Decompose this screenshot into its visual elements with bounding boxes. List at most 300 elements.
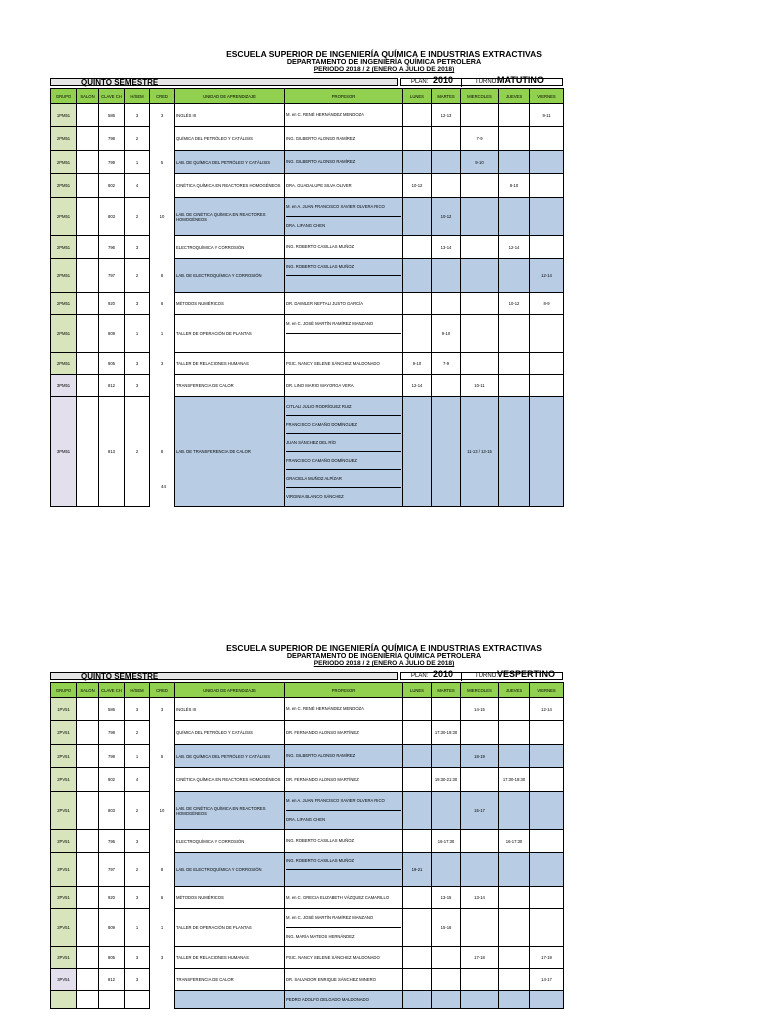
day-lu-cell [403,293,432,315]
professor-name [286,276,401,292]
credits-cell: 5 [150,745,175,768]
credits-cell: 6 [150,293,175,315]
day-mi-cell: 7-9 [461,127,499,151]
group-cell: 2PM51 [51,151,77,174]
group-cell: 2PV51 [51,768,77,792]
course-cell: LAB. DE QUÍMICA DEL PETRÓLEO Y CATÁLISIS [175,745,285,768]
day-lu-cell [403,698,432,721]
hours-cell: 4 [125,768,150,792]
professor-cell [285,887,403,909]
group-cell: 2PV51 [51,721,77,745]
room-cell [77,991,99,1009]
schedule-table [50,88,564,507]
credits-cell: 8 [150,853,175,887]
room-cell [77,792,99,830]
credits-cell: 3 [150,104,175,127]
key-cell: 805 [99,353,125,375]
group-cell: 2PM51 [51,353,77,375]
column-header: MIERCOLES [461,683,499,698]
table-row [51,853,564,887]
credits-cell: 8 [150,259,175,293]
group-cell: 2PV51 [51,909,77,947]
group-cell: 3PM51 [51,375,77,397]
professor-name: DR. DAIMLER NEFTALI JUSTO GARCÍA [286,301,364,306]
room-cell [77,830,99,853]
column-header: CRED [150,683,175,698]
day-ju-cell [499,745,530,768]
professor-cell [285,375,403,397]
credits-cell [150,768,175,792]
course-cell: ELECTROQUÍMICA Y CORROSIÓN [175,830,285,853]
room-cell [77,127,99,151]
professor-name: M. en A. JUAN FRANCISCO XAVIER OLVERA RICO [286,198,401,217]
day-ju-cell [499,151,530,174]
room-cell [77,887,99,909]
course-cell: TALLER DE RELACIONES HUMANAS [175,947,285,969]
day-ju-cell [499,397,530,507]
day-ma-cell [432,259,461,293]
day-ju-cell [499,315,530,353]
day-mi-cell [461,174,499,198]
key-cell: 920 [99,293,125,315]
column-header: GRUPO [51,89,77,104]
column-header: LUNES [403,683,432,698]
professor-name: CITLALI JULIO RODRÍGUEZ RUIZ [286,398,401,416]
plan-divider [461,79,462,87]
day-ma-cell [432,375,461,397]
plan-label: PLAN: [411,79,429,85]
credits-cell: 5 [150,151,175,174]
day-mi-cell [461,198,499,236]
professor-cell [285,293,403,315]
day-ma-cell [432,991,461,1009]
day-lu-cell [403,104,432,127]
key-cell: 803 [99,792,125,830]
column-header: GRUPO [51,683,77,698]
key-cell: 812 [99,969,125,991]
table-row [51,887,564,909]
course-cell: CINÉTICA QUÍMICA EN REACTORES HOMOGÉNEOS [175,768,285,792]
professor-name: DR. SALVADOR ENRIQUE SÁNCHEZ MINERO [286,977,376,982]
hours-cell: 3 [125,947,150,969]
professor-name: DR. FERNANDO ALONSO MARTÍNEZ [286,730,359,735]
day-ma-cell [432,127,461,151]
day-mi-cell [461,315,499,353]
table-row [51,830,564,853]
course-cell: MÉTODOS NUMÉRICOS [175,293,285,315]
professor-cell [285,397,403,507]
key-cell: 920 [99,887,125,909]
day-ma-cell: 9-10 [432,315,461,353]
hours-cell: 3 [125,353,150,375]
day-ju-cell [499,698,530,721]
professor-name: M. en C. RENÉ HERNÁNDEZ MENDOZA [286,112,364,117]
key-cell: 803 [99,198,125,236]
day-ma-cell: 15-16 [432,909,461,947]
plan-row [0,670,768,682]
column-header: SALON [77,89,99,104]
hours-cell: 1 [125,315,150,353]
professor-cell [285,853,403,887]
course-cell: ELECTROQUÍMICA Y CORROSIÓN [175,236,285,259]
day-ju-cell: 16-17:30 [499,830,530,853]
day-vi-cell [530,768,564,792]
day-ju-cell [499,909,530,947]
day-mi-cell: 11-13 / 13-15 [461,397,499,507]
hours-cell: 3 [125,293,150,315]
day-mi-cell [461,259,499,293]
professor-cell [285,792,403,830]
column-header: PROFESOR [285,683,403,698]
professor-cell [285,151,403,174]
day-lu-cell [403,991,432,1009]
column-header: PROFESOR [285,89,403,104]
day-ma-cell [432,397,461,507]
group-cell: 3PM51 [51,397,77,507]
room-cell [77,259,99,293]
course-cell: TALLER DE RELACIONES HUMANAS [175,353,285,375]
professor-cell [285,198,403,236]
room-cell [77,397,99,507]
day-ma-cell [432,947,461,969]
group-cell: 2PM51 [51,127,77,151]
hours-cell: 1 [125,745,150,768]
professor-name: ING. GILBERTO ALONSO RAMÍREZ [286,136,356,141]
column-header: CLAVE CH [99,683,125,698]
day-vi-cell [530,721,564,745]
course-cell: LAB. DE ELECTROQUÍMICA Y CORROSIÓN [175,259,285,293]
header-row [51,683,564,698]
professor-name: M. en C. JOSÉ MARTÍN RAMÍREZ MANZANO [286,315,401,334]
credits-cell: 10 [150,198,175,236]
professor-name: FRANCISCO CAMAÑO DOMÍNGUEZ [286,416,401,434]
group-cell: 2PV51 [51,830,77,853]
hours-cell: 3 [125,375,150,397]
table-row [51,293,564,315]
schedule-sheet-vespertino [0,644,768,1009]
professor-name: FRANCISCO CAMAÑO DOMÍNGUEZ [286,452,401,470]
credits-cell [150,174,175,198]
professor-cell [285,768,403,792]
professor-name: ING. ROBERTO CASILLAS MUÑOZ [286,853,401,870]
professor-name: DR. LINO MARIO MAYORGA VERA [286,383,354,388]
day-ju-cell [499,104,530,127]
table-row [51,174,564,198]
course-cell: QUÍMICA DEL PETRÓLEO Y CATÁLISIS [175,127,285,151]
day-vi-cell [530,745,564,768]
course-cell: CINÉTICA QUÍMICA EN REACTORES HOMOGÉNEOS [175,174,285,198]
day-mi-cell [461,768,499,792]
room-cell [77,947,99,969]
key-cell: 809 [99,909,125,947]
course-cell: TRANSFERENCIA DE CALOR [175,969,285,991]
group-cell: 2PM51 [51,198,77,236]
professor-name: DRA. LIFANG CHEN [286,223,326,228]
day-vi-cell [530,315,564,353]
day-ma-cell [432,745,461,768]
professor-name: ING. ROBERTO CASILLAS MUÑOZ [286,259,401,276]
key-cell: 809 [99,315,125,353]
professor-cell [285,969,403,991]
hours-cell: 3 [125,698,150,721]
course-cell [175,991,285,1009]
day-lu-cell [403,397,432,507]
day-vi-cell [530,792,564,830]
day-ju-cell: 12-14 [499,236,530,259]
day-vi-cell [530,151,564,174]
day-vi-cell [530,853,564,887]
professor-name: PSIC. NANCY SELENE SÁNCHEZ MALDONADO [286,361,380,366]
plan-box [400,75,563,86]
room-cell [77,353,99,375]
hours-cell: 2 [125,853,150,887]
professor-name: ING. GILBERTO ALONSO RAMÍREZ [286,159,356,164]
table-row [51,721,564,745]
turno-label: TURNO: [475,673,498,679]
credits-cell: 3 [150,698,175,721]
hours-cell: 2 [125,792,150,830]
day-mi-cell: 14-15 [461,698,499,721]
column-header: CRED [150,89,175,104]
professor-name [286,334,401,352]
table-row [51,768,564,792]
day-lu-cell [403,969,432,991]
day-lu-cell [403,315,432,353]
hours-cell: 4 [125,174,150,198]
key-cell: 798 [99,127,125,151]
hours-cell: 2 [125,259,150,293]
group-cell: 2PM51 [51,236,77,259]
course-cell: QUÍMICA DEL PETRÓLEO Y CATÁLISIS [175,721,285,745]
day-lu-cell [403,909,432,947]
room-cell [77,745,99,768]
schedule-table [50,682,564,1009]
key-cell: 586 [99,698,125,721]
key-cell: 805 [99,947,125,969]
course-cell: LAB. DE CINÉTICA QUÍMICA EN REACTORES HOMOGÉNEOS [175,198,285,236]
professor-cell [285,236,403,259]
plan-value: 2010 [433,669,454,679]
day-vi-cell [530,198,564,236]
day-lu-cell: 10-12 [403,174,432,198]
day-vi-cell: 12-14 [530,698,564,721]
professor-name: PSIC. NANCY SELENE SÁNCHEZ MALDONADO [286,955,380,960]
professor-name: M. en C. RENÉ HERNÁNDEZ MENDOZA [286,706,364,711]
day-lu-cell: 19-21 [403,853,432,887]
professor-name: ING. ROBERTO CASILLAS MUÑOZ [286,838,355,843]
day-vi-cell: 14-17 [530,969,564,991]
professor-name: DRA. GUADALUPE SILVA OLIVER [286,183,352,188]
credits-cell: 1 [150,315,175,353]
table-row [51,315,564,353]
day-vi-cell: 17-19 [530,947,564,969]
day-lu-cell [403,151,432,174]
group-cell: 2PM51 [51,174,77,198]
day-mi-cell: 9-10 [461,151,499,174]
professor-name: GRACIELA MUÑOZ ALPÍZAR [286,470,401,488]
semester-label: QUINTO SEMESTRE [50,78,398,86]
credits-cell [150,375,175,397]
table-row [51,991,564,1009]
professor-name: VIRGINIA BLANCO SÁNCHEZ [286,494,344,499]
column-header: CLAVE CH [99,89,125,104]
day-vi-cell [530,174,564,198]
day-ju-cell [499,991,530,1009]
credits-cell: 8 [150,397,175,507]
group-cell: 2PM51 [51,293,77,315]
column-header: UNIDAD DE APRENDIZAJE [175,683,285,698]
day-lu-cell [403,198,432,236]
day-ju-cell: 8-10 [499,174,530,198]
day-vi-cell [530,236,564,259]
day-vi-cell [530,830,564,853]
day-lu-cell [403,887,432,909]
day-ju-cell [499,792,530,830]
key-cell: 799 [99,745,125,768]
day-ma-cell: 7-9 [432,353,461,375]
course-cell: MÉTODOS NUMÉRICOS [175,887,285,909]
day-vi-cell [530,887,564,909]
plan-box [400,669,563,680]
day-mi-cell [461,104,499,127]
professor-name: JUAN SÁNCHEZ DEL RÍO [286,434,401,452]
hours-cell: 3 [125,236,150,259]
professor-name: M. en A. JUAN FRANCISCO XAVIER OLVERA RICO [286,792,401,811]
hours-cell [125,991,150,1009]
day-ju-cell [499,375,530,397]
room-cell [77,853,99,887]
table-row [51,792,564,830]
day-ma-cell [432,792,461,830]
table-row [51,198,564,236]
group-cell: 1PV51 [51,698,77,721]
group-cell: 2PM51 [51,259,77,293]
hours-cell: 1 [125,151,150,174]
professor-cell [285,353,403,375]
day-ju-cell [499,259,530,293]
room-cell [77,104,99,127]
professor-name: PEDRO ADOLFO DELGADO MALDONADO [286,997,369,1002]
day-ma-cell: 13-15 [432,887,461,909]
room-cell [77,174,99,198]
day-ju-cell [499,887,530,909]
column-header: JUEVES [499,683,530,698]
credits-cell [150,127,175,151]
course-cell: TRANSFERENCIA DE CALOR [175,375,285,397]
credits-cell [150,721,175,745]
group-cell: 2PV51 [51,792,77,830]
day-lu-cell [403,792,432,830]
professor-cell [285,315,403,353]
professor-cell [285,991,403,1009]
table-row [51,375,564,397]
credits-cell: 3 [150,947,175,969]
day-mi-cell [461,353,499,375]
course-cell: LAB. DE CINÉTICA QUÍMICA EN REACTORES HOMOGÉNEOS [175,792,285,830]
professor-name: DR. FERNANDO ALONSO MARTÍNEZ [286,777,359,782]
day-vi-cell [530,991,564,1009]
professor-cell [285,947,403,969]
day-vi-cell: 12-14 [530,259,564,293]
school-title: ESCUELA SUPERIOR DE INGENIERÍA QUÍMICA E INDUSTRIAS EXTRACTIVAS [226,643,542,653]
key-cell: 802 [99,174,125,198]
room-cell [77,909,99,947]
day-ju-cell [499,353,530,375]
turno-label: TURNO: [475,79,498,85]
day-ma-cell: 10-12 [432,198,461,236]
header-row [51,89,564,104]
hours-cell: 3 [125,969,150,991]
day-mi-cell: 15-17 [461,792,499,830]
day-ma-cell: 12-13 [432,104,461,127]
day-lu-cell [403,830,432,853]
day-vi-cell [530,375,564,397]
day-lu-cell [403,127,432,151]
column-header: MIERCOLES [461,89,499,104]
table-row [51,397,564,507]
room-cell [77,315,99,353]
day-mi-cell [461,721,499,745]
key-cell: 796 [99,830,125,853]
period-line [0,660,768,668]
credits-cell: 6 [150,887,175,909]
column-header: VIERNES [530,89,564,104]
day-ma-cell [432,853,461,887]
professor-name [286,870,401,886]
table-row [51,353,564,375]
course-cell: LAB. DE QUÍMICA DEL PETRÓLEO Y CATÁLISIS [175,151,285,174]
key-cell: 798 [99,721,125,745]
room-cell [77,236,99,259]
credits-cell [150,969,175,991]
day-mi-cell [461,991,499,1009]
day-ma-cell: 19:30-21:30 [432,768,461,792]
day-mi-cell [461,830,499,853]
day-vi-cell [530,397,564,507]
group-cell: 2PV51 [51,745,77,768]
room-cell [77,721,99,745]
credits-cell: 1 [150,909,175,947]
hours-cell: 2 [125,721,150,745]
column-header: MARTES [432,89,461,104]
hours-cell: 2 [125,127,150,151]
group-cell [51,991,77,1009]
day-ju-cell [499,721,530,745]
course-cell: LAB. DE ELECTROQUÍMICA Y CORROSIÓN [175,853,285,887]
professor-name: DRA. LIFANG CHEN [286,817,326,822]
professor-cell [285,104,403,127]
professor-cell [285,721,403,745]
professor-cell [285,909,403,947]
professor-name: ING. GILBERTO ALONSO RAMÍREZ [286,753,356,758]
room-cell [77,969,99,991]
room-cell [77,698,99,721]
professor-cell [285,259,403,293]
key-cell: 799 [99,151,125,174]
table-row [51,127,564,151]
professor-cell [285,830,403,853]
plan-value: 2010 [433,75,454,85]
day-vi-cell [530,909,564,947]
professor-cell [285,745,403,768]
day-lu-cell [403,721,432,745]
room-cell [77,293,99,315]
semester-label: QUINTO SEMESTRE [50,672,398,680]
column-header: H/SEM [125,683,150,698]
course-cell: INGLÉS III [175,698,285,721]
group-cell: 1PM51 [51,104,77,127]
group-cell: 2PV51 [51,887,77,909]
